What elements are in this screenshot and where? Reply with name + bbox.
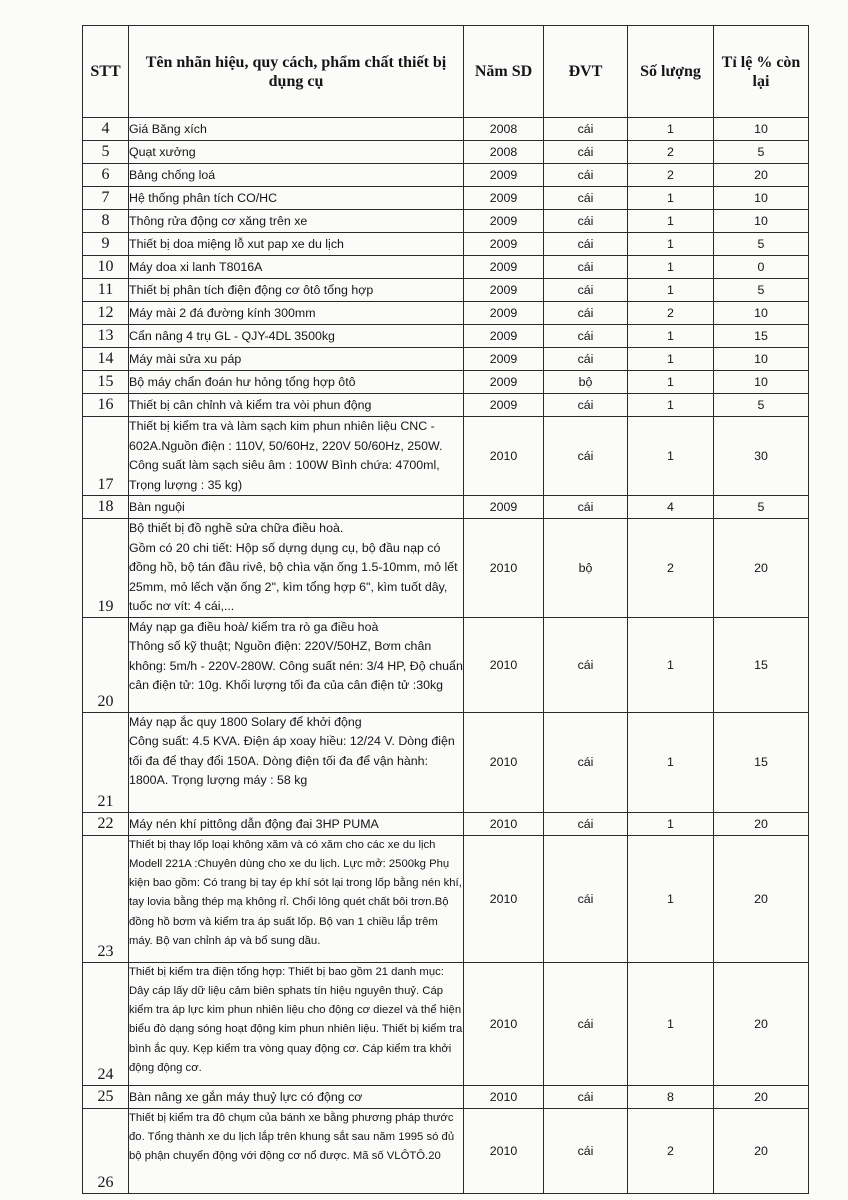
table-row: [83, 141, 809, 164]
qty-cell: 1: [628, 256, 714, 279]
stt-cell: 10: [83, 256, 129, 279]
qty-cell: 2: [628, 141, 714, 164]
stt-cell: 17: [83, 417, 129, 496]
table-row: [83, 519, 809, 618]
header-stt: STT: [83, 26, 129, 118]
unit-cell: cái: [544, 187, 628, 210]
name-cell: Thiết bị thay lốp loại không xăm và có xăm cho các xe du lịch Modell 221A :Chuyên dùng cho xe du lịch. Lực mở: 2500kg Phụ kiện bao gồm: Có trang bị tay ép khí sót lại trong lốp bằng nén khí, tay lovia bằng thép mạ không rỉ. Chổi lông quét chất bôi trơn.Bộ đồng hồ bơm và kiểm tra áp suất lốp. Bộ van 1 chiều lắp trêm máy. Bộ van chỉnh áp và bổ sung dầu.: [129, 835, 464, 962]
unit-cell: cái: [544, 1108, 628, 1193]
unit-cell: cái: [544, 233, 628, 256]
year-cell: 2010: [464, 835, 544, 962]
year-cell: 2008: [464, 141, 544, 164]
name-cell: Máy nén khí pittông dẫn động đai 3HP PUMA: [129, 812, 464, 835]
pct-cell: 20: [714, 519, 809, 618]
qty-cell: 1: [628, 233, 714, 256]
table-row: [83, 1085, 809, 1108]
qty-cell: 1: [628, 835, 714, 962]
year-cell: 2008: [464, 118, 544, 141]
name-cell: Bàn nâng xe gắn máy thuỷ lực có động cơ: [129, 1085, 464, 1108]
name-cell: Máy doa xi lanh T8016A: [129, 256, 464, 279]
pct-cell: 10: [714, 118, 809, 141]
stt-cell: 8: [83, 210, 129, 233]
stt-cell: 22: [83, 812, 129, 835]
year-cell: 2009: [464, 233, 544, 256]
qty-cell: 1: [628, 118, 714, 141]
name-cell: Máy mài 2 đá đường kính 300mm: [129, 302, 464, 325]
qty-cell: 1: [628, 348, 714, 371]
unit-cell: cái: [544, 962, 628, 1085]
name-cell: Bộ thiết bị đồ nghề sửa chữa điều hoà. Gồm có 20 chi tiết: Hộp số dựng dụng cụ, bộ đầu nạp có đồng hồ, bộ tán đầu rivê, bộ chìa vặn ống 1.5-10mm, mỏ lết 25mm, mỏ lếch vặn ống 2", kìm tổng hợp 6", kìm tuốt dây, tuốc nơ vít: 4 cái,...: [129, 519, 464, 618]
pct-cell: 10: [714, 371, 809, 394]
unit-cell: cái: [544, 256, 628, 279]
qty-cell: 1: [628, 617, 714, 712]
name-cell: Hệ thống phân tích CO/HC: [129, 187, 464, 210]
qty-cell: 8: [628, 1085, 714, 1108]
year-cell: 2009: [464, 302, 544, 325]
stt-cell: 9: [83, 233, 129, 256]
pct-cell: 10: [714, 210, 809, 233]
table-row: [83, 962, 809, 1085]
stt-cell: 13: [83, 325, 129, 348]
table-row: [83, 617, 809, 712]
stt-cell: 15: [83, 371, 129, 394]
name-cell: Cẩn nâng 4 trụ GL - QJY-4DL 3500kg: [129, 325, 464, 348]
stt-cell: 18: [83, 496, 129, 519]
name-cell: Máy nạp ắc quy 1800 Solary để khởi động Công suất: 4.5 KVA. Điện áp xoay hiều: 12/24 V. Dòng điện tối đa để thay đổi 150A. Dòng điện tối đa để vận hành: 1800A. Trọng lượng máy : 58 kg: [129, 712, 464, 812]
qty-cell: 1: [628, 187, 714, 210]
unit-cell: cái: [544, 1085, 628, 1108]
year-cell: 2010: [464, 519, 544, 618]
unit-cell: cái: [544, 348, 628, 371]
year-cell: 2010: [464, 417, 544, 496]
pct-cell: 5: [714, 496, 809, 519]
unit-cell: cái: [544, 812, 628, 835]
year-cell: 2009: [464, 394, 544, 417]
qty-cell: 1: [628, 210, 714, 233]
pct-cell: 20: [714, 962, 809, 1085]
unit-cell: cái: [544, 496, 628, 519]
table-row: [83, 394, 809, 417]
stt-cell: 7: [83, 187, 129, 210]
header-year: Năm SD: [464, 26, 544, 118]
qty-cell: 1: [628, 371, 714, 394]
table-row: [83, 118, 809, 141]
pct-cell: 5: [714, 279, 809, 302]
unit-cell: cái: [544, 325, 628, 348]
table-row: [83, 812, 809, 835]
table-row: [83, 835, 809, 962]
unit-cell: cái: [544, 417, 628, 496]
stt-cell: 19: [83, 519, 129, 618]
header-qty: Số lượng: [628, 26, 714, 118]
pct-cell: 15: [714, 712, 809, 812]
table-row: [83, 302, 809, 325]
header-pct: Tỉ lệ % còn lại: [714, 26, 809, 118]
name-cell: Quạt xưởng: [129, 141, 464, 164]
stt-cell: 23: [83, 835, 129, 962]
table-row: [83, 279, 809, 302]
name-cell: Máy mài sửa xu páp: [129, 348, 464, 371]
pct-cell: 20: [714, 1108, 809, 1193]
pct-cell: 15: [714, 617, 809, 712]
name-cell: Thông rửa động cơ xăng trên xe: [129, 210, 464, 233]
stt-cell: 21: [83, 712, 129, 812]
table-row: [83, 233, 809, 256]
stt-cell: 24: [83, 962, 129, 1085]
unit-cell: cái: [544, 617, 628, 712]
name-cell: Bảng chống loá: [129, 164, 464, 187]
table-row: [83, 348, 809, 371]
unit-cell: cái: [544, 302, 628, 325]
year-cell: 2010: [464, 1085, 544, 1108]
name-cell: Thiết bị cân chỉnh và kiểm tra vòi phun động: [129, 394, 464, 417]
unit-cell: bộ: [544, 519, 628, 618]
header-name: Tên nhãn hiệu, quy cách, phẩm chất thiết bị dụng cụ: [129, 26, 464, 118]
pct-cell: 20: [714, 1085, 809, 1108]
qty-cell: 2: [628, 164, 714, 187]
unit-cell: bộ: [544, 371, 628, 394]
table-row: [83, 371, 809, 394]
name-cell: Bộ máy chẩn đoán hư hỏng tổng hợp ôtô: [129, 371, 464, 394]
qty-cell: 4: [628, 496, 714, 519]
qty-cell: 1: [628, 962, 714, 1085]
qty-cell: 1: [628, 279, 714, 302]
qty-cell: 2: [628, 1108, 714, 1193]
table-header-row: [83, 26, 809, 118]
header-unit: ĐVT: [544, 26, 628, 118]
table-row: [83, 417, 809, 496]
qty-cell: 1: [628, 417, 714, 496]
stt-cell: 11: [83, 279, 129, 302]
pct-cell: 0: [714, 256, 809, 279]
year-cell: 2009: [464, 210, 544, 233]
pct-cell: 10: [714, 348, 809, 371]
pct-cell: 10: [714, 187, 809, 210]
name-cell: Thiết bị kiểm tra và làm sạch kim phun nhiên liệu CNC - 602A.Nguồn điện : 110V, 50/60Hz, 220V 50/60Hz, 250W. Công suất làm sạch siêu âm : 100W Bình chứa: 4700ml, Trọng lượng : 35 kg): [129, 417, 464, 496]
unit-cell: cái: [544, 141, 628, 164]
stt-cell: 4: [83, 118, 129, 141]
table-row: [83, 325, 809, 348]
year-cell: 2010: [464, 962, 544, 1085]
table-row: [83, 256, 809, 279]
stt-cell: 20: [83, 617, 129, 712]
table-row: [83, 187, 809, 210]
table-row: [83, 496, 809, 519]
unit-cell: cái: [544, 712, 628, 812]
pct-cell: 5: [714, 141, 809, 164]
unit-cell: cái: [544, 164, 628, 187]
year-cell: 2010: [464, 712, 544, 812]
name-cell: Thiết bị kiểm tra đô chụm của bánh xe bằng phương pháp thước đo. Tổng thành xe du lịch lắp trên khung sắt sau năm 1995 só đủ bộ phận chuyển động với động cơ nổ được. Mã số VLÔTÔ.20: [129, 1108, 464, 1193]
pct-cell: 5: [714, 394, 809, 417]
pct-cell: 20: [714, 812, 809, 835]
unit-cell: cái: [544, 210, 628, 233]
pct-cell: 5: [714, 233, 809, 256]
year-cell: 2009: [464, 256, 544, 279]
equipment-table: [82, 25, 809, 1194]
qty-cell: 2: [628, 519, 714, 618]
stt-cell: 5: [83, 141, 129, 164]
qty-cell: 1: [628, 325, 714, 348]
name-cell: Thiết bị doa miệng lỗ xut pap xe du lịch: [129, 233, 464, 256]
unit-cell: cái: [544, 394, 628, 417]
name-cell: Thiết bị kiểm tra điện tổng hợp: Thiết bị bao gồm 21 danh mục: Dây cáp lấy dữ liệu cảm biên sphats tín hiệu nguyên thuỷ. Cáp kiểm tra áp lực kim phun nhiên liệu cho động cơ diezel và thể hiện biểu đò dạng sóng hoạt động kim phun nhiên liệu. Thiết bị kiểm tra bình ắc quy. Kẹp kiểm tra vòng quay động cơ. Cáp kiểm tra khởi động động cơ.: [129, 962, 464, 1085]
pct-cell: 20: [714, 164, 809, 187]
pct-cell: 30: [714, 417, 809, 496]
year-cell: 2009: [464, 348, 544, 371]
year-cell: 2009: [464, 164, 544, 187]
qty-cell: 1: [628, 812, 714, 835]
stt-cell: 14: [83, 348, 129, 371]
name-cell: Giá Băng xích: [129, 118, 464, 141]
name-cell: Thiết bị phân tích điện động cơ ôtô tổng hợp: [129, 279, 464, 302]
table-row: [83, 712, 809, 812]
stt-cell: 26: [83, 1108, 129, 1193]
year-cell: 2009: [464, 496, 544, 519]
pct-cell: 10: [714, 302, 809, 325]
pct-cell: 20: [714, 835, 809, 962]
year-cell: 2009: [464, 325, 544, 348]
stt-cell: 12: [83, 302, 129, 325]
year-cell: 2010: [464, 812, 544, 835]
qty-cell: 1: [628, 712, 714, 812]
year-cell: 2010: [464, 1108, 544, 1193]
unit-cell: cái: [544, 835, 628, 962]
stt-cell: 25: [83, 1085, 129, 1108]
year-cell: 2009: [464, 187, 544, 210]
name-cell: Máy nạp ga điều hoà/ kiểm tra rò ga điều hoà Thông số kỹ thuật; Nguồn điện: 220V/50HZ, Bơm chân không: 5m/h - 220V-280W. Công suất nén: 3/4 HP, Độ chuẩn cân điện tử: 10g. Khối lượng tối đa của cân điện tử :30kg: [129, 617, 464, 712]
year-cell: 2009: [464, 371, 544, 394]
stt-cell: 6: [83, 164, 129, 187]
unit-cell: cái: [544, 279, 628, 302]
name-cell: Bàn nguội: [129, 496, 464, 519]
pct-cell: 15: [714, 325, 809, 348]
year-cell: 2010: [464, 617, 544, 712]
qty-cell: 1: [628, 394, 714, 417]
stt-cell: 16: [83, 394, 129, 417]
unit-cell: cái: [544, 118, 628, 141]
table-body: [83, 118, 809, 1194]
table-row: [83, 210, 809, 233]
table-row: [83, 1108, 809, 1193]
table-row: [83, 164, 809, 187]
qty-cell: 2: [628, 302, 714, 325]
year-cell: 2009: [464, 279, 544, 302]
